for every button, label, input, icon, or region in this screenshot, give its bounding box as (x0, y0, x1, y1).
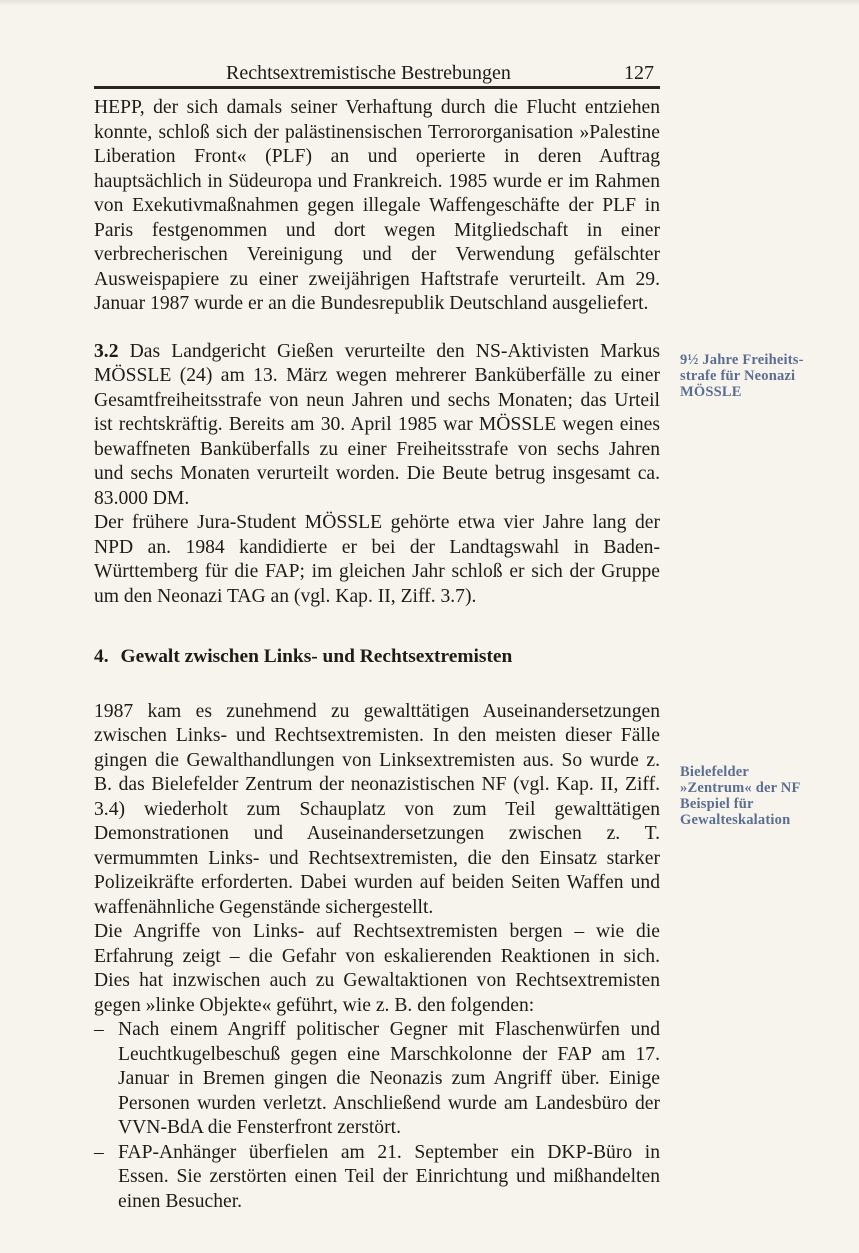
margin-note-line: 9½ Jahre Freiheits- (680, 352, 804, 368)
spacer (94, 670, 660, 700)
section-4-number: 4. (94, 646, 109, 667)
running-title: Rechtsextremistische Bestrebungen (226, 62, 511, 84)
margin-note-line: Gewalteskalation (680, 812, 791, 828)
running-header (94, 58, 660, 88)
list-item (94, 1141, 660, 1215)
spacer (94, 609, 660, 645)
paragraph-3-2 (94, 340, 660, 512)
margin-note-moessle (680, 352, 850, 400)
paragraph-angriffe: Die Angriffe von Links- auf Rechtsextremisten bergen – wie die Erfahrung zeigt – die Gefahr von eskalierenden Reaktionen in sich. Dies hat inzwischen auch zu Gewaltaktionen von Rechtsextremisten gegen »linke Objekte« geführt, wie z. B. den folgenden: (94, 921, 660, 1016)
example-list (94, 1018, 660, 1214)
margin-note-line: Beispiel für (680, 796, 754, 812)
paragraph-1987: 1987 kam es zunehmend zu gewalttätigen Auseinandersetzungen zwischen Links- und Rechtsextremisten. In den meisten dieser Fälle gingen die Gewalthandlungen von Linksextremisten aus. So wurde z. B. das Bielefelder Zentrum der neonazistischen NF (vgl. Kap. II, Ziff. 3.4) wiederholt zum Schauplatz von zum Teil gewalttätigen Demonstrationen und Auseinandersetzungen zwischen z. T. vermummten Links- und Rechtsextremisten, die den Einsatz starker Polizeikräfte erforderten. Dabei wurden auf beiden Seiten Waffen und waffenähnliche Gegenstände sichergestellt. (94, 700, 660, 918)
list-item (94, 1018, 660, 1141)
section-4-heading (94, 645, 660, 670)
list-item-text: FAP-Anhänger überfielen am 21. September ein DKP-Büro in Essen. Sie zerstörten einen Teil der Einrichtung und mißhandelten einen Besucher. (118, 1141, 660, 1212)
paragraph-hepp: HEPP, der sich damals seiner Verhaftung durch die Flucht entziehen konnte, schloß sich der palästinensischen Terrororganisation »Palestine Liberation Front« (PLF) an und operierte in deren Auftrag hauptsächlich in Südeuropa und Frankreich. 1985 wurde er im Rahmen von Exekutivmaßnahmen gegen illegale Waffengeschäfte der PLF in Paris festgenommen und dort wegen Mitgliedschaft in einer verbrecherischen Vereinigung und der Verwendung gefälschter Ausweispapiere zu einer zweijährigen Haftstrafe verurteilt. Am 29. Januar 1987 wurde er an die Bundesrepublik Deutschland ausgeliefert. (94, 97, 660, 314)
dash-bullet: – (94, 1141, 104, 1163)
margin-note-line: strafe für Neonazi (680, 368, 796, 384)
section-number-3-2: 3.2 (94, 340, 119, 362)
page-top-edge (0, 0, 859, 6)
dash-bullet: – (94, 1019, 104, 1040)
list-item-text: Nach einem Angriff politischer Gegner mit Flaschenwürfen und Leuchtkugelbeschuß gegen eine Marschkolonne der FAP am 17. Januar in Bremen gingen die Neonazis zum Angriff über. Einige Personen wurden verletzt. Anschließend wurde am Landesbüro der VVN-BdA die Fensterfront zerstört. (118, 1019, 660, 1138)
page-number: 127 (624, 62, 654, 84)
header-rule (94, 86, 660, 89)
margin-note-line: Bielefelder (680, 764, 750, 780)
paragraph-3-2-text: Das Landgericht Gießen verurteilte den NS-Aktivisten Markus MÖSSLE (24) am 13. März wegen mehrerer Banküberfälle zu einer Gesamtfreiheitsstrafe von neun Jahren und sechs Monaten; das Urteil ist rechtskräftig. Bereits am 30. April 1985 war MÖSSLE wegen eines bewaffneten Banküberfalls zu einer Freiheitsstrafe von sechs Jahren und sechs Monaten verurteilt worden. Die Beute betrug insgesamt ca. 83.000 DM. (94, 340, 660, 509)
section-4-title: Gewalt zwischen Links- und Rechtsextremisten (120, 646, 513, 667)
main-text (94, 96, 660, 1214)
margin-note-bielefeld (680, 764, 850, 828)
paragraph-moessle: Der frühere Jura-Student MÖSSLE gehörte etwa vier Jahre lang der NPD an. 1984 kandidierte er bei der Landtagswahl in Baden-Württemberg für die FAP; im gleichen Jahr schloß er sich der Gruppe um den Neonazi TAG an (vgl. Kap. II, Ziff. 3.7). (94, 512, 660, 607)
margin-note-line: MÖSSLE (680, 384, 742, 400)
margin-note-line: »Zentrum« der NF (680, 780, 801, 796)
spacer (94, 317, 660, 340)
